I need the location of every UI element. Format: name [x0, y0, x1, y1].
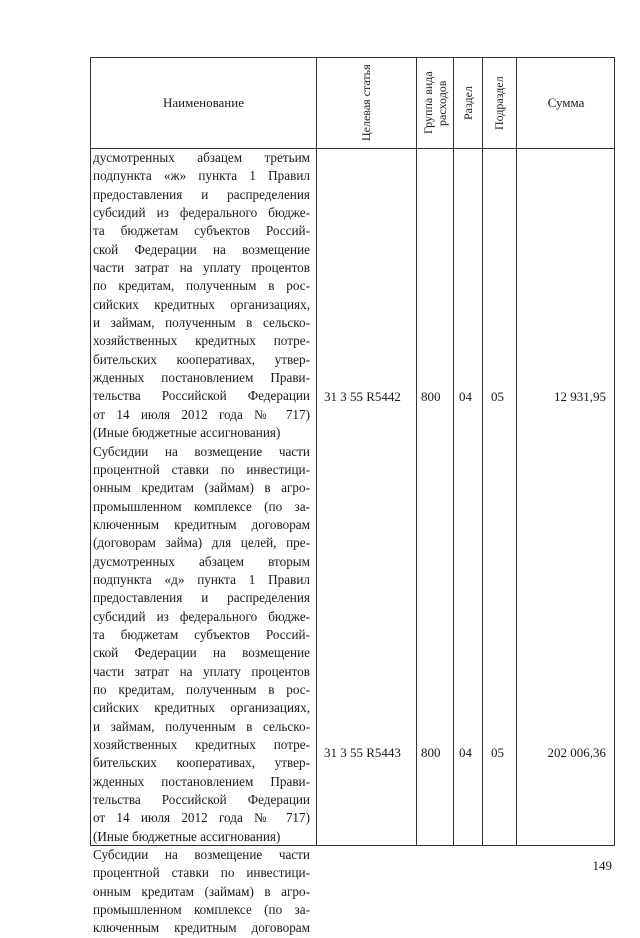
row-2-line: онным кредитам (займам) в агро-	[93, 480, 310, 496]
row-1-line: от 14 июля 2012 года № 717)	[93, 406, 310, 422]
row-3-line: онным кредитам (займам) в агро-	[93, 883, 310, 899]
row-3-line: ключенным кредитным договорам	[93, 920, 310, 936]
row-2-line: Субсидии на возмещение части	[93, 443, 310, 459]
row-2-line: от 14 июля 2012 года № 717)	[93, 810, 310, 826]
row-2-line: промышленном комплексе (по за-	[93, 498, 310, 514]
row-2-line: ской Федерации на возмещение	[93, 645, 310, 661]
column-divider	[316, 58, 317, 845]
header-target-article-cell	[316, 58, 416, 148]
row-1-line: хозяйственных кредитных потре-	[93, 333, 310, 349]
row-1-line: та бюджетам субъектов Россий-	[93, 223, 310, 239]
row-1-expense-group: 800	[421, 389, 441, 404]
header-expense-group: Группа вида расходов	[420, 71, 449, 135]
row-1-line: предоставления и распределения	[93, 186, 310, 202]
row-2-line: процентной ставки по инвестици-	[93, 461, 310, 477]
header-section-cell	[453, 58, 482, 148]
row-2-section: 04	[459, 745, 472, 760]
row-2-subsection: 05	[491, 745, 504, 760]
row-2-line: части затрат на уплату процентов	[93, 663, 310, 679]
row-1-line: (Иные бюджетные ассигнования)	[93, 425, 281, 441]
row-1-target-article: 31 3 55 R5442	[324, 389, 401, 404]
row-2-line: бительских кооперативах, утвер-	[93, 755, 310, 771]
row-2-line: дусмотренных абзацем вторым	[93, 553, 310, 569]
row-2-line: и займам, полученным в сельско-	[93, 718, 310, 734]
header-expense-group-cell	[416, 58, 453, 148]
column-divider	[482, 58, 483, 845]
name-column	[91, 149, 316, 938]
row-2-line: тельства Российской Федерации	[93, 792, 310, 808]
row-2-line: подпункта «д» пункта 1 Правил	[93, 571, 310, 587]
header-target-article: Целевая статья	[359, 64, 373, 142]
row-1-sum: 12 931,95	[554, 389, 606, 404]
header-name: Наименование	[163, 95, 244, 110]
row-1-line: субсидий из федерального бюдже-	[93, 205, 310, 221]
row-1-line: дусмотренных абзацем третьим	[93, 150, 310, 165]
row-2-line: хозяйственных кредитных потре-	[93, 737, 310, 752]
row-1-line: по кредитам, полученным в рос-	[93, 278, 310, 294]
row-1-line: жденных постановлением Прави-	[93, 370, 310, 386]
header-subsection: Подраздел	[492, 76, 506, 130]
row-1-line: сийских кредитных организациях,	[93, 296, 310, 312]
row-1-line: ской Федерации на возмещение	[93, 241, 310, 257]
row-2-line: ключенным кредитным договорам	[93, 516, 310, 532]
row-1-line: и займам, полученным в сельско-	[93, 315, 310, 331]
row-1-line: части затрат на уплату процентов	[93, 260, 310, 276]
column-divider	[416, 58, 417, 845]
row-3-line: процентной ставки по инвестици-	[93, 865, 310, 881]
row-2-line: субсидий из федерального бюдже-	[93, 608, 310, 624]
page-number: 149	[592, 858, 612, 873]
row-2-line: та бюджетам субъектов Россий-	[93, 626, 310, 642]
row-1-section: 04	[459, 389, 472, 404]
header-sum-cell	[516, 58, 616, 148]
row-3-line: Субсидии на возмещение части	[93, 847, 310, 863]
row-2-line: по кредитам, полученным в рос-	[93, 681, 310, 697]
row-2-line: предоставления и распределения	[93, 590, 310, 606]
header-section: Раздел	[460, 86, 475, 120]
column-divider	[516, 58, 517, 845]
row-3-line: промышленном комплексе (по за-	[93, 902, 310, 918]
header-sum: Сумма	[547, 95, 585, 110]
row-1-line: тельства Российской Федерации	[93, 388, 310, 404]
row-1-line: подпункта «ж» пункта 1 Правил	[93, 168, 310, 184]
header-name-cell	[91, 58, 316, 148]
row-2-line: (договорам займа) для целей, пре-	[93, 535, 310, 551]
row-2-expense-group: 800	[421, 745, 441, 760]
column-divider	[453, 58, 454, 845]
row-2-line: (Иные бюджетные ассигнования)	[93, 828, 281, 844]
row-2-line: жденных постановлением Прави-	[93, 773, 310, 789]
header-subsection-cell	[482, 58, 516, 148]
row-1-line: бительских кооперативах, утвер-	[93, 351, 310, 367]
row-2-target-article: 31 3 55 R5443	[324, 745, 401, 760]
row-1-subsection: 05	[491, 389, 504, 404]
row-2-line: сийских кредитных организациях,	[93, 700, 310, 716]
row-2-sum: 202 006,36	[547, 745, 606, 760]
